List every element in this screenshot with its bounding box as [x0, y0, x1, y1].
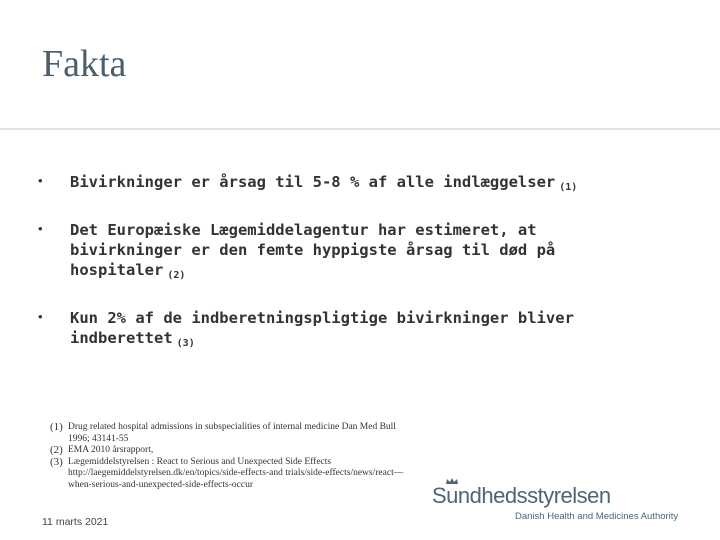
bullet-text: Kun 2% af de indberetningspligtige bivirkninger bliver indberettet: [70, 309, 574, 347]
bullet-dot: •: [38, 173, 43, 188]
logo-name: Sundhedsstyrelsen: [432, 483, 611, 508]
reference-number: (2): [50, 444, 63, 456]
title-divider: [0, 128, 720, 130]
bullet-text: Det Europæiske Lægemiddelagentur har estimeret, at bivirkninger er den femte hyppigste årsag til død på hospitaler: [70, 221, 556, 279]
slide-title: Fakta: [42, 43, 127, 85]
bullet-item: [38, 172, 638, 198]
reference-number: (1): [50, 421, 63, 433]
bullet-reference: (3): [176, 338, 195, 349]
bullet-item: [38, 308, 638, 354]
reference-item: [46, 445, 416, 457]
bullet-dot: •: [38, 221, 43, 236]
bullet-text: Bivirkninger er årsag til 5-8 % af alle indlæggelser: [70, 173, 556, 191]
sundhedsstyrelsen-logo: [432, 483, 692, 529]
reference-text: Lægemiddelstyrelsen : React to Serious and Unexpected Side Effects http://laegemiddelstyrelsen.dk/en/topics/side-effects-and trials/side-effects/news/react—when-serious-and-unexpected-side-effects-occur: [68, 456, 404, 490]
reference-text: Drug related hospital admissions in subspecialities of internal medicine Dan Med Bull 1996; 43141-55: [68, 422, 396, 444]
reference-item: [46, 457, 416, 492]
bullet-reference: (1): [559, 182, 578, 193]
reference-list: [46, 422, 416, 491]
bullet-dot: •: [38, 309, 43, 324]
reference-item: [46, 422, 416, 445]
bullet-list: [38, 172, 638, 376]
reference-text: EMA 2010 årsrapport,: [68, 445, 154, 455]
footer-date: 11 marts 2021: [42, 516, 109, 528]
bullet-reference: (2): [167, 270, 186, 281]
bullet-item: [38, 220, 638, 286]
logo-subtitle: Danish Health and Medicines Authority: [515, 511, 679, 522]
reference-number: (3): [50, 455, 63, 468]
